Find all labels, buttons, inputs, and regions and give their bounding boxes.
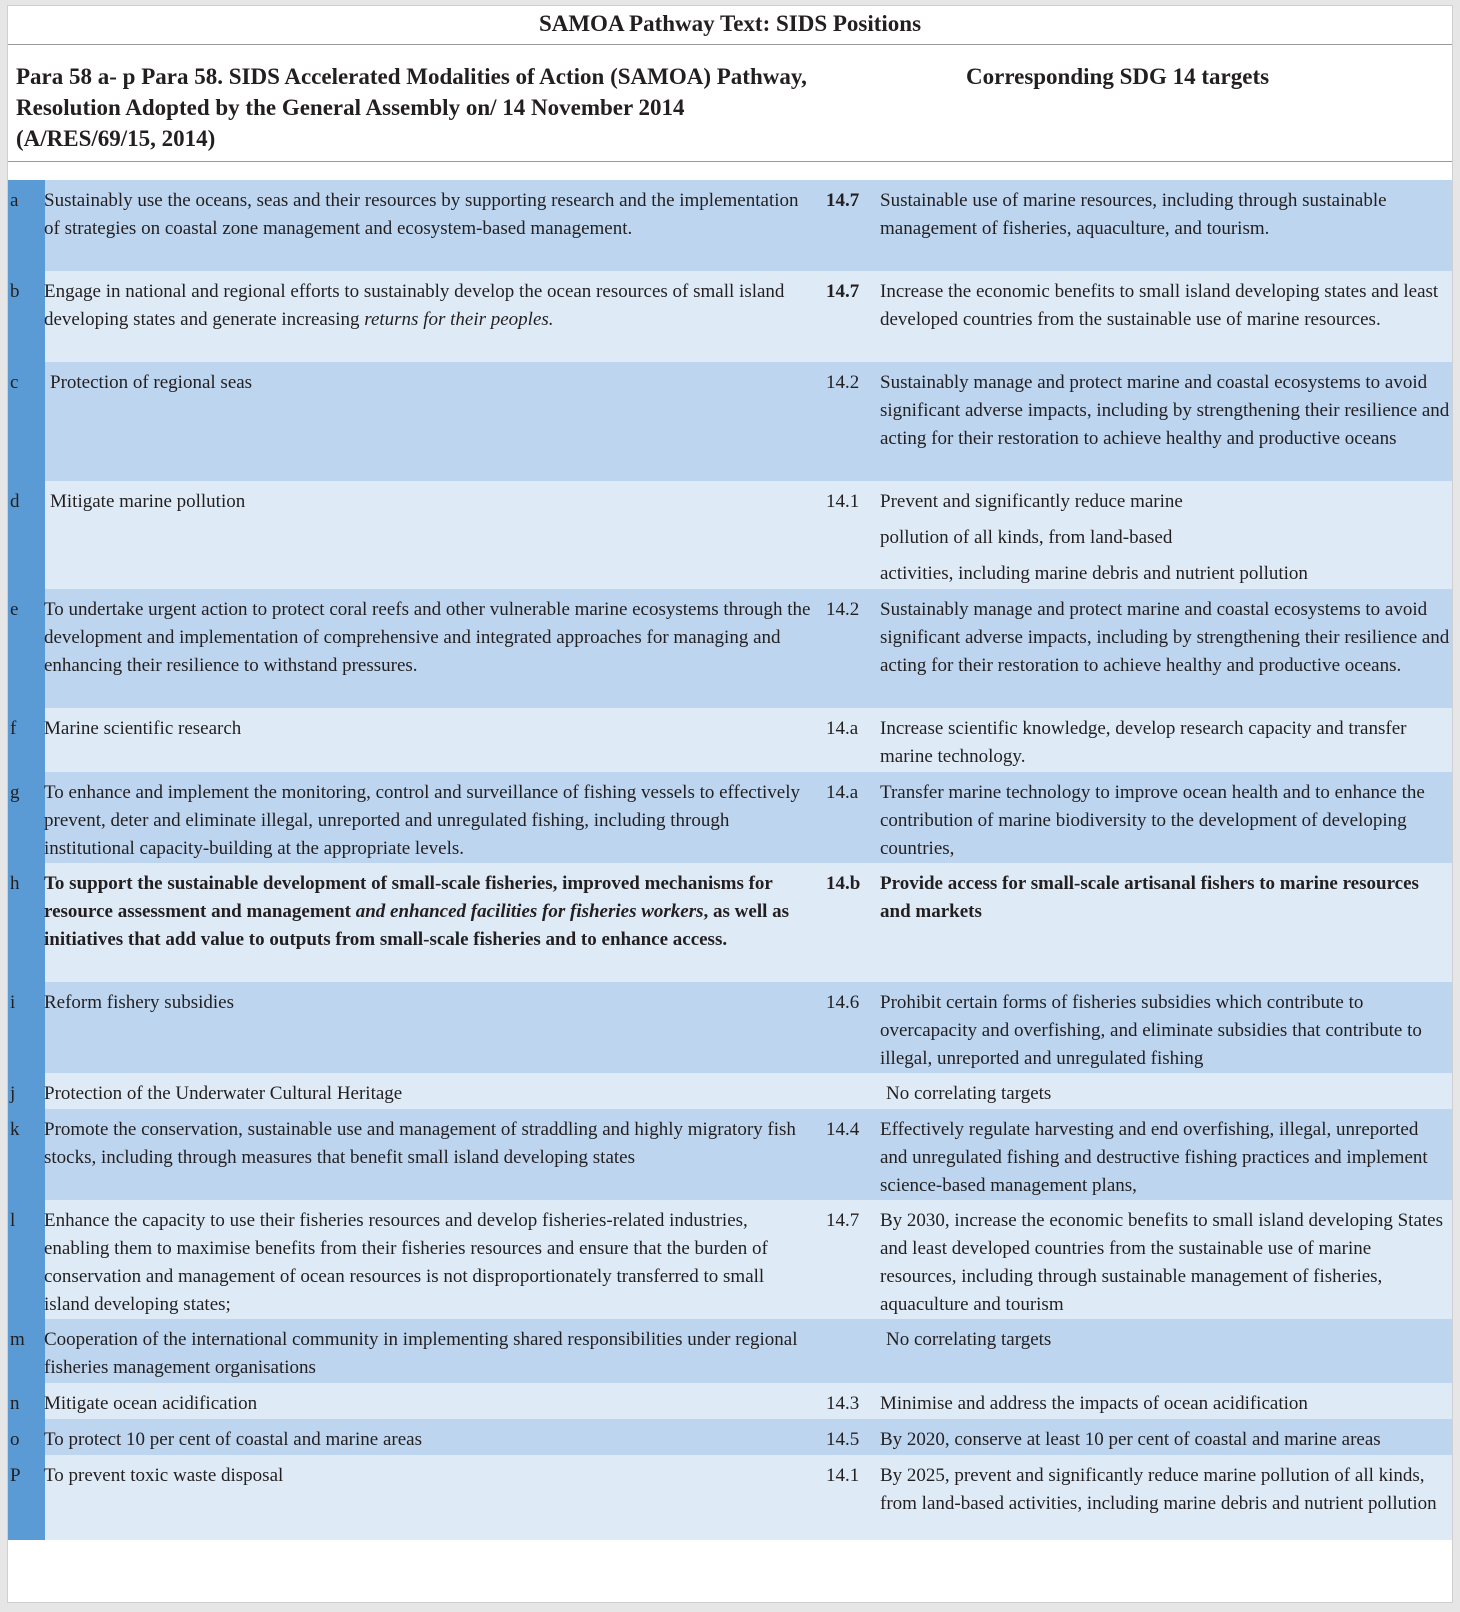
row-target-desc: By 2020, conserve at least 10 per cent of coastal and marine areas	[880, 1429, 1381, 1450]
row-target-desc: Effectively regulate harvesting and end overfishing, illegal, unreported and unregulated fishing and destructive fishing practices and implement science-based management plans,	[880, 1119, 1428, 1196]
table-row	[8, 1073, 1452, 1109]
table-row	[8, 1200, 1452, 1319]
row-para-text: To enhance and implement the monitoring, control and surveillance of fishing vessels to effectively prevent, deter and eliminate illegal, unreported and unregulated fishing, including through institutional capacity-building at the appropriate levels.	[44, 782, 800, 859]
row-para-text: Protection of the Underwater Cultural Heritage	[44, 1083, 403, 1104]
row-target: 14.7	[826, 190, 860, 211]
row-target-desc: By 2025, prevent and significantly reduce marine pollution of all kinds, from land-based activities, including marine debris and nutrient pollution	[880, 1465, 1437, 1514]
row-letter: g	[8, 772, 45, 863]
row-letter: i	[8, 982, 45, 1073]
row-target: 14.2	[826, 599, 860, 620]
row-target-desc: Sustainably manage and protect marine and coastal ecosystems to avoid significant adverse impacts, including by strengthening their resilience and acting for their restoration to achieve healthy and productive oceans	[880, 372, 1450, 449]
row-target-desc: Prohibit certain forms of fisheries subsidies which contribute to overcapacity and overfishing, and eliminate subsidies that contribute to illegal, unreported and unregulated fishing	[880, 992, 1422, 1069]
column-header-para: Para 58 a- p Para 58. SIDS Accelerated Modalities of Action (SAMOA) Pathway, Resolution Adopted by the General Assembly on/ 14 November 2014 (A/RES/69/15, 2014)	[16, 64, 807, 151]
row-para-text: Promote the conservation, sustainable use and management of straddling and highly migratory fish stocks, including through measures that benefit small island developing states	[44, 1119, 796, 1168]
table-row	[8, 1383, 1452, 1419]
row-target: 14.a	[826, 718, 859, 739]
table-body	[8, 180, 1452, 1540]
row-target-desc: Transfer marine technology to improve ocean health and to enhance the contribution of marine biodiversity to the development of developing countries,	[880, 782, 1425, 859]
table-row	[8, 481, 1452, 589]
row-target: 14.7	[826, 281, 860, 302]
row-target: 14.1	[826, 491, 860, 512]
row-target-desc: Increase scientific knowledge, develop research capacity and transfer marine technology.	[880, 718, 1407, 767]
row-para-text: To protect 10 per cent of coastal and marine areas	[44, 1429, 422, 1450]
row-target: 14.6	[826, 992, 860, 1013]
row-letter: c	[8, 362, 45, 481]
row-para-text: Enhance the capacity to use their fisheries resources and develop fisheries-related industries, enabling them to maximise benefits from their fisheries resources and ensure that the burden of conservation and management of ocean resources is not disproportionately transferred to small island developing states;	[44, 1210, 768, 1315]
row-para-text: Marine scientific research	[44, 718, 242, 739]
row-target-desc: Sustainable use of marine resources, including through sustainable management of fisheries, aquaculture, and tourism.	[880, 190, 1387, 239]
row-letter: h	[8, 863, 45, 982]
row-letter: f	[8, 708, 45, 772]
table-frame	[7, 5, 1453, 1603]
row-letter: e	[8, 589, 45, 708]
row-para-text: Protection of regional seas	[50, 372, 253, 393]
row-target-desc: By 2030, increase the economic benefits to small island developing States and least developed countries from the sustainable use of marine resources, including through sustainable management of fisheries, aquaculture and tourism	[880, 1210, 1444, 1315]
row-letter: P	[8, 1455, 45, 1540]
row-letter: b	[8, 271, 45, 362]
table-row	[8, 180, 1452, 271]
row-para-text: Sustainably use the oceans, seas and their resources by supporting research and the implementation of strategies on coastal zone management and ecosystem-based management.	[44, 190, 799, 239]
row-letter: m	[8, 1319, 45, 1383]
table-row	[8, 1455, 1452, 1540]
row-letter: l	[8, 1200, 45, 1319]
header-divider	[8, 161, 1452, 162]
row-para-text: To undertake urgent action to protect coral reefs and other vulnerable marine ecosystems through the development and implementation of comprehensive and integrated approaches for managing and enhancing their resilience to withstand pressures.	[44, 599, 811, 676]
row-target: 14.5	[826, 1429, 860, 1450]
table-row	[8, 863, 1452, 982]
row-target-desc: Minimise and address the impacts of ocean acidification	[880, 1393, 1308, 1414]
row-para-text: To prevent toxic waste disposal	[44, 1465, 284, 1486]
row-target-desc: No correlating targets	[886, 1329, 1052, 1350]
row-target-desc: Sustainably manage and protect marine and coastal ecosystems to avoid significant adverse impacts, including by strengthening their resilience and acting for their restoration to achieve healthy and productive oceans.	[880, 599, 1450, 676]
row-para-text: Mitigate ocean acidification	[44, 1393, 258, 1414]
row-para-text: To support the sustainable development of small-scale fisheries, improved mechanisms for resource assessment and management and enhanced facilities for fisheries workers, as well as initiatives that add value to outputs from small-scale fisheries and to enhance access.	[44, 873, 790, 950]
table-row	[8, 708, 1452, 772]
row-target: 14.3	[826, 1393, 860, 1414]
row-target-desc: Provide access for small-scale artisanal fishers to marine resources and markets	[880, 873, 1419, 922]
row-letter: k	[8, 1109, 45, 1200]
table-row	[8, 1319, 1452, 1383]
table-row	[8, 271, 1452, 362]
row-letter: n	[8, 1383, 45, 1419]
row-target-desc: Increase the economic benefits to small island developing states and least developed countries from the sustainable use of marine resources.	[880, 281, 1439, 330]
row-target: 14.7	[826, 1210, 860, 1231]
row-para-text: Mitigate marine pollution	[50, 491, 246, 512]
table-row	[8, 1109, 1452, 1200]
row-para-text: Reform fishery subsidies	[44, 992, 234, 1013]
table-row	[8, 982, 1452, 1073]
row-target-desc: No correlating targets	[886, 1083, 1052, 1104]
row-para-text: Cooperation of the international community in implementing shared responsibilities under regional fisheries management organisations	[44, 1329, 798, 1378]
table-row	[8, 772, 1452, 863]
row-target-desc: Prevent and significantly reduce marine pollution of all kinds, from land-based activities, including marine debris and nutrient pollution	[880, 491, 1308, 584]
row-letter: o	[8, 1419, 45, 1455]
row-para-text: Engage in national and regional efforts to sustainably develop the ocean resources of small island developing states and generate increasing returns for their peoples.	[44, 281, 785, 330]
table-row	[8, 362, 1452, 481]
table-row	[8, 1419, 1452, 1455]
row-target: 14.2	[826, 372, 860, 393]
table-title: SAMOA Pathway Text: SIDS Positions	[8, 6, 1452, 45]
row-target: 14.a	[826, 782, 859, 803]
row-target: 14.1	[826, 1465, 860, 1486]
table-row	[8, 589, 1452, 708]
row-letter: d	[8, 481, 45, 589]
column-header-targets: Corresponding SDG 14 targets	[966, 64, 1270, 89]
row-letter: a	[8, 180, 45, 271]
row-target: 14.4	[826, 1119, 860, 1140]
row-letter: j	[8, 1073, 45, 1109]
row-target: 14.b	[826, 873, 861, 894]
